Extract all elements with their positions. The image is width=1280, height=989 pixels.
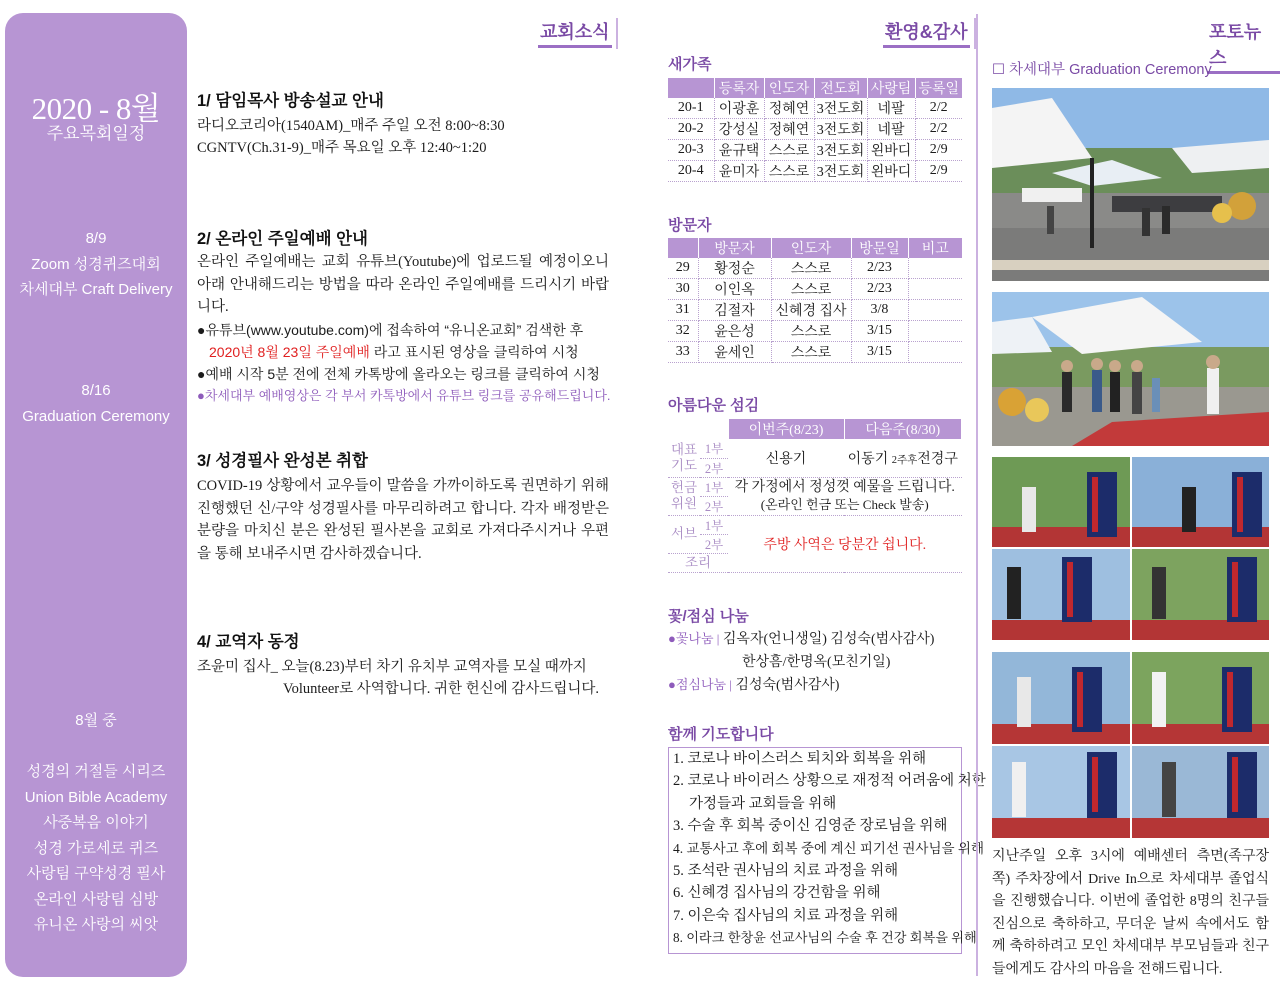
news-title: 2/ 온라인 주일예배 안내 xyxy=(197,230,368,248)
flowers-title: 꽃/점심 나눔 xyxy=(668,608,749,625)
column-header: 등록자 xyxy=(714,78,764,98)
graduation-photo-2 xyxy=(992,292,1269,446)
flower-names: 김옥자(언니생일) 김성숙(범사감사) xyxy=(722,632,935,647)
column-header: 사랑팀 xyxy=(867,78,915,98)
news-body: 온라인 주일예배는 교회 유튜브(Youtube)에 업로드될 예정이오니 아래 안내해드리는 방법을 따라 온라인 주일예배를 드리시기 바랍니다. xyxy=(197,254,609,315)
sidebar-series-list xyxy=(5,759,187,938)
table-cell: 30 xyxy=(668,279,698,300)
row-label-rep-prayer: 대표 기도 xyxy=(668,439,700,477)
table-row xyxy=(668,439,962,458)
series-item: 유니온 사랑의 씨앗 xyxy=(33,916,159,933)
welcome-header: 환영&감사 xyxy=(883,18,970,48)
rep-next-note: 2주후 xyxy=(891,454,918,466)
table-cell: 2/2 xyxy=(915,98,962,119)
prayer-item: 3. 수술 후 회복 중이신 김영준 장로님을 위해 xyxy=(673,818,948,835)
table-row xyxy=(668,342,962,363)
column-divider xyxy=(976,14,978,976)
column-header: 방문자 xyxy=(698,238,771,258)
offering-note: (온라인 헌금 또는 Check 발송) xyxy=(760,497,929,512)
table-cell: 네팔 xyxy=(867,98,915,119)
part-label: 2부 xyxy=(700,458,728,477)
table-cell: 황정순 xyxy=(698,258,771,279)
series-item: 사중복음 이야기 xyxy=(43,814,149,831)
table-cell: 윤규택 xyxy=(714,140,764,161)
photo-caption-title: ☐ 차세대부 Graduation Ceremony xyxy=(992,62,1212,78)
photo-description: 지난주일 오후 3시에 예배센터 측면(족구장 쪽) 주차장에서 Drive In으로 차세대부 졸업식을 진행했습니다. 이번에 졸업한 8명의 친구들 진심으로 축하하고, 무더운 날씨 속에서도 함께 축하하려고 모인 차세대부 부모님들과 친구들에게도 감사의 마음을 전해드립니다. xyxy=(992,849,1269,977)
prayer-item: 6. 신혜경 집사님의 강건함을 위해 xyxy=(673,885,881,902)
table-cell: 스스로 xyxy=(771,258,851,279)
table-cell: 3전도회 xyxy=(814,98,867,119)
kitchen-note: 주방 사역은 당분간 쉽니다. xyxy=(728,515,962,572)
flowers-section xyxy=(668,628,962,698)
series-item: Union Bible Academy xyxy=(24,788,168,806)
table-cell: 정혜연 xyxy=(764,119,814,140)
prayer-item: 7. 이은숙 집사님의 치료 과정을 위해 xyxy=(673,907,899,924)
sidebar-event-8-16 xyxy=(5,378,187,429)
lunch-names: 김성숙(범사감사) xyxy=(735,678,840,693)
table-cell: 20-1 xyxy=(668,98,714,119)
table-header-row xyxy=(668,238,962,258)
news-line: 라디오코리아(1540AM)_매주 주일 오전 8:00~8:30 xyxy=(197,118,505,134)
news-bullet-rest: 라고 표시된 영상을 클릭하여 시청 xyxy=(373,343,579,360)
prayer-item: 1. 코로나 바이스러스 퇴치와 회복을 위해 xyxy=(673,751,927,767)
serving-table xyxy=(668,419,962,573)
prayer-item: 4. 교통사고 후에 회복 중에 계신 피기선 권사님을 위해 xyxy=(673,840,984,856)
column-header xyxy=(668,78,714,98)
news-title: 3/ 성경필사 완성본 취합 xyxy=(197,452,368,470)
part-label: 1부 xyxy=(700,477,728,496)
column-header: 등록일 xyxy=(915,78,962,98)
news-bullet: ●유튜브(www.youtube.com)에 접속하여 “유니온교회” 검색한 후 xyxy=(197,321,584,338)
series-item: 사랑팀 구약성경 필사 xyxy=(26,865,166,882)
serving-title: 아름다운 섬김 xyxy=(668,397,760,414)
table-cell: 33 xyxy=(668,342,698,363)
series-item: 성경 가로세로 퀴즈 xyxy=(33,839,159,857)
table-cell: 31 xyxy=(668,300,698,321)
table-cell: 32 xyxy=(668,321,698,342)
rep-prayer-this-week: 신용기 xyxy=(728,439,844,477)
table-cell: 2/9 xyxy=(915,161,962,182)
row-label-cook: 조리 xyxy=(668,553,728,572)
table-row xyxy=(668,477,962,496)
news-bullet: ●예배 시작 5분 전에 전체 카톡방에 올라오는 링크를 클릭하여 시청 xyxy=(197,365,600,382)
table-row xyxy=(668,515,962,534)
news-title: 4/ 교역자 동정 xyxy=(197,633,300,651)
table-row xyxy=(668,300,962,321)
table-cell: 20-3 xyxy=(668,140,714,161)
event-item: 차세대부 Craft Delivery xyxy=(19,281,173,298)
lunch-row xyxy=(668,674,962,698)
table-cell: 3/15 xyxy=(851,321,908,342)
table-row xyxy=(668,98,962,119)
column-header-this-week: 이번주(8/23) xyxy=(728,419,844,439)
table-cell: 2/23 xyxy=(851,258,908,279)
prayer-list xyxy=(668,747,986,954)
lunch-label: ●점심나눔 | xyxy=(668,677,732,692)
news-line: 조윤미 집사_ 오늘(8.23)부터 차기 유치부 교역자를 모실 때까지 xyxy=(197,659,587,675)
photo-news-header: 포토뉴스 xyxy=(1207,18,1280,74)
table-row xyxy=(668,258,962,279)
table-cell: 왼바디 xyxy=(867,140,915,161)
table-row xyxy=(668,140,962,161)
visitors-table-wrap xyxy=(668,238,962,363)
news-title: 1/ 담임목사 방송설교 안내 xyxy=(197,92,384,110)
prayer-item: 2. 코로나 바이러스 상황으로 재정적 어려움에 처한 xyxy=(673,773,986,790)
table-cell: 네팔 xyxy=(867,119,915,140)
table-row xyxy=(668,161,962,182)
table-cell: 김절자 xyxy=(698,300,771,321)
rep-next-name: 이동기 xyxy=(847,451,889,467)
part-label: 2부 xyxy=(700,534,728,553)
table-row xyxy=(668,321,962,342)
rep-prayer-next-week xyxy=(844,439,962,477)
graduation-photo-1 xyxy=(992,88,1269,281)
table-cell: 20-4 xyxy=(668,161,714,182)
news-item-bible-copy xyxy=(197,447,609,565)
table-cell: 윤미자 xyxy=(714,161,764,182)
table-cell xyxy=(908,258,962,279)
column-header: 전도회 xyxy=(814,78,867,98)
prayer-item: 5. 조석란 권사님의 치료 과정을 위해 xyxy=(673,863,899,880)
table-cell: 스스로 xyxy=(771,279,851,300)
table-row xyxy=(668,119,962,140)
table-row xyxy=(668,279,962,300)
news-line: Volunteer로 사역합니다. 귀한 헌신에 감사드립니다. xyxy=(283,681,599,697)
serving-table-wrap xyxy=(668,419,962,573)
table-cell xyxy=(908,300,962,321)
table-cell: 29 xyxy=(668,258,698,279)
table-cell: 2/2 xyxy=(915,119,962,140)
offering-cell xyxy=(728,477,962,515)
table-cell: 2/9 xyxy=(915,140,962,161)
sidebar-year-month: 2020 - 8월 xyxy=(31,91,161,126)
news-item-online-worship xyxy=(197,225,609,407)
news-body: COVID-19 상황에서 교우들이 말씀을 가까이하도록 권면하기 위해 진행했던 신/구약 성경필사를 마무리하려고 합니다. 각자 배정받은 분량을 마치신 분은 완성된 필사본을 교회로 가져다주시거나 우편을 통해 보내주시면 감사하겠습니다. xyxy=(197,478,609,562)
column-header: 방문일 xyxy=(851,238,908,258)
table-header-row xyxy=(668,78,962,98)
event-date: 8월 중 xyxy=(75,712,117,729)
table-cell xyxy=(908,321,962,342)
table-cell: 3전도회 xyxy=(814,140,867,161)
table-cell: 3전도회 xyxy=(814,161,867,182)
table-cell: 이광훈 xyxy=(714,98,764,119)
column-header: 인도자 xyxy=(764,78,814,98)
table-cell: 왼바디 xyxy=(867,161,915,182)
table-cell: 3/15 xyxy=(851,342,908,363)
news-bullet-continued xyxy=(197,341,609,363)
table-cell: 스스로 xyxy=(771,321,851,342)
sidebar-subtitle: 주요목회일정 xyxy=(46,124,146,143)
rep-next-name: 전경구 xyxy=(917,451,958,467)
part-label: 1부 xyxy=(700,439,728,458)
table-cell: 강성실 xyxy=(714,119,764,140)
table-cell xyxy=(908,342,962,363)
visitors-title: 방문자 xyxy=(668,217,712,234)
news-bullet-note: ●차세대부 예배영상은 각 부서 카톡방에서 유튜브 링크를 공유해드립니다. xyxy=(197,387,611,403)
table-cell: 이인옥 xyxy=(698,279,771,300)
table-cell: 3/8 xyxy=(851,300,908,321)
prayer-item: 가정들과 교회들을 위해 xyxy=(689,795,837,812)
table-cell: 윤세인 xyxy=(698,342,771,363)
table-header-row xyxy=(668,419,962,439)
graduation-photo-4 xyxy=(992,652,1269,838)
row-label-serve: 서브 xyxy=(668,515,700,553)
event-item: Graduation Ceremony xyxy=(22,407,170,425)
table-cell: 신혜경 집사 xyxy=(771,300,851,321)
event-item: Zoom 성경퀴즈대회 xyxy=(31,255,161,273)
column-header xyxy=(668,238,698,258)
part-label: 2부 xyxy=(700,496,728,515)
series-item: 온라인 사랑팀 심방 xyxy=(33,890,159,908)
newcomers-table-wrap xyxy=(668,78,962,182)
column-header: 인도자 xyxy=(771,238,851,258)
news-line: CGNTV(Ch.31-9)_매주 목요일 오후 12:40~1:20 xyxy=(197,140,487,156)
prayer-title: 함께 기도합니다 xyxy=(668,726,774,743)
table-cell: 스스로 xyxy=(771,342,851,363)
flower-names: 한상흠/한명옥(모친기일) xyxy=(742,654,891,670)
worship-date-highlight: 2020년 8월 23일 주일예배 xyxy=(209,343,370,360)
table-cell: 스스로 xyxy=(764,140,814,161)
news-item-staff xyxy=(197,628,609,700)
prayer-item: 8. 이라크 한창윤 선교사님의 수술 후 건강 회복을 위해 xyxy=(673,930,977,946)
news-header: 교회소식 xyxy=(538,18,612,48)
table-cell: 20-2 xyxy=(668,119,714,140)
event-date: 8/9 xyxy=(85,230,107,247)
sidebar-event-8-9 xyxy=(5,226,187,303)
sidebar-event-august xyxy=(5,708,187,734)
offering-text: 각 가정에서 정성껏 예물을 드립니다. xyxy=(734,480,955,495)
event-date: 8/16 xyxy=(81,382,111,399)
table-cell: 3전도회 xyxy=(814,119,867,140)
row-label-offering: 헌금 위원 xyxy=(668,477,700,515)
newcomers-table xyxy=(668,78,962,182)
table-cell: 스스로 xyxy=(764,161,814,182)
table-cell xyxy=(908,279,962,300)
news-item-broadcast xyxy=(197,87,609,159)
graduation-photo-3 xyxy=(992,457,1269,640)
column-header-next-week: 다음주(8/30) xyxy=(844,419,962,439)
column-header: 비고 xyxy=(908,238,962,258)
series-item: 성경의 거절들 시리즈 xyxy=(26,763,166,780)
table-cell: 윤은성 xyxy=(698,321,771,342)
flower-row xyxy=(668,628,962,652)
part-label: 1부 xyxy=(700,515,728,534)
newcomers-title: 새가족 xyxy=(668,56,712,73)
table-cell: 2/23 xyxy=(851,279,908,300)
table-cell: 정혜연 xyxy=(764,98,814,119)
flower-label: ●꽃나눔 | xyxy=(668,631,720,646)
visitors-table xyxy=(668,238,962,363)
sidebar xyxy=(5,13,187,977)
